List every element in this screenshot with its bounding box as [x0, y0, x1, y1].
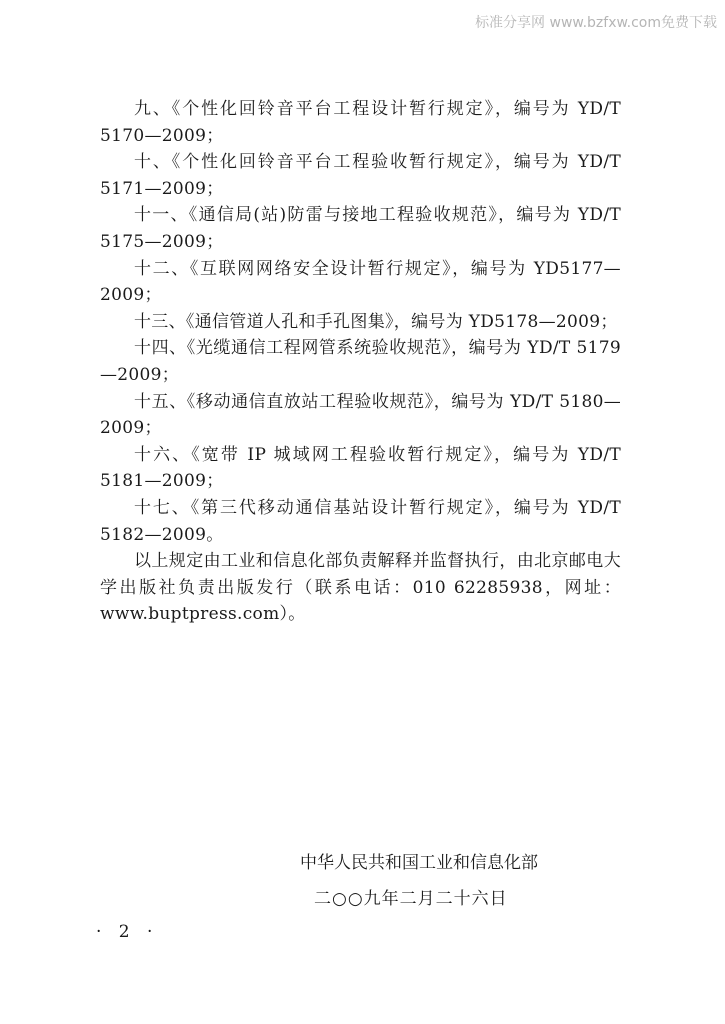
issue-date: 二○○九年二月二十六日	[314, 889, 508, 909]
paragraph-item-10: 十、《个性化回铃音平台工程验收暂行规定》，编号为 YD/T 5171—2009；	[100, 152, 621, 199]
paragraph-item-16: 十六、《宽带 IP 城域网工程验收暂行规定》，编号为 YD/T 5181—2009；	[100, 444, 621, 492]
paragraph-item-12: 十二、《互联网网络安全设计暂行规定》，编号为 YD5177—2009；	[100, 258, 621, 306]
issuer-name: 中华人民共和国工业和信息化部	[300, 853, 538, 873]
paragraph-closing: 以上规定由工业和信息化部负责解释并监督执行，由北京邮电大学出版社负责出版发行（联系电话：010 62285938，网址：www.buptpress.com）。	[100, 551, 621, 625]
paragraph-item-15: 十五、《移动通信直放站工程验收规范》，编号为 YD/T 5180—2009；	[100, 391, 621, 439]
watermark: 标准分享网 www.bzfxw.com免费下载	[475, 15, 717, 31]
paragraph-item-17: 十七、《第三代移动通信基站设计暂行规定》，编号为 YD/T 5182—2009。	[100, 497, 621, 545]
page-number: · 2 ·	[96, 922, 159, 942]
paragraph-item-14: 十四、《光缆通信工程网管系统验收规范》，编号为 YD/T 5179—2009；	[100, 338, 621, 385]
paragraph-item-13: 十三、《通信管道人孔和手孔图集》，编号为 YD5178—2009；	[134, 311, 618, 332]
paragraph-item-9: 九、《个性化回铃音平台工程设计暂行规定》，编号为 YD/T 5170—2009；	[100, 99, 621, 146]
signature-block	[300, 845, 600, 917]
paragraph-item-11: 十一、《通信局(站)防雷与接地工程验收规范》，编号为 YD/T 5175—2009；	[100, 205, 621, 252]
document-body	[100, 96, 621, 628]
